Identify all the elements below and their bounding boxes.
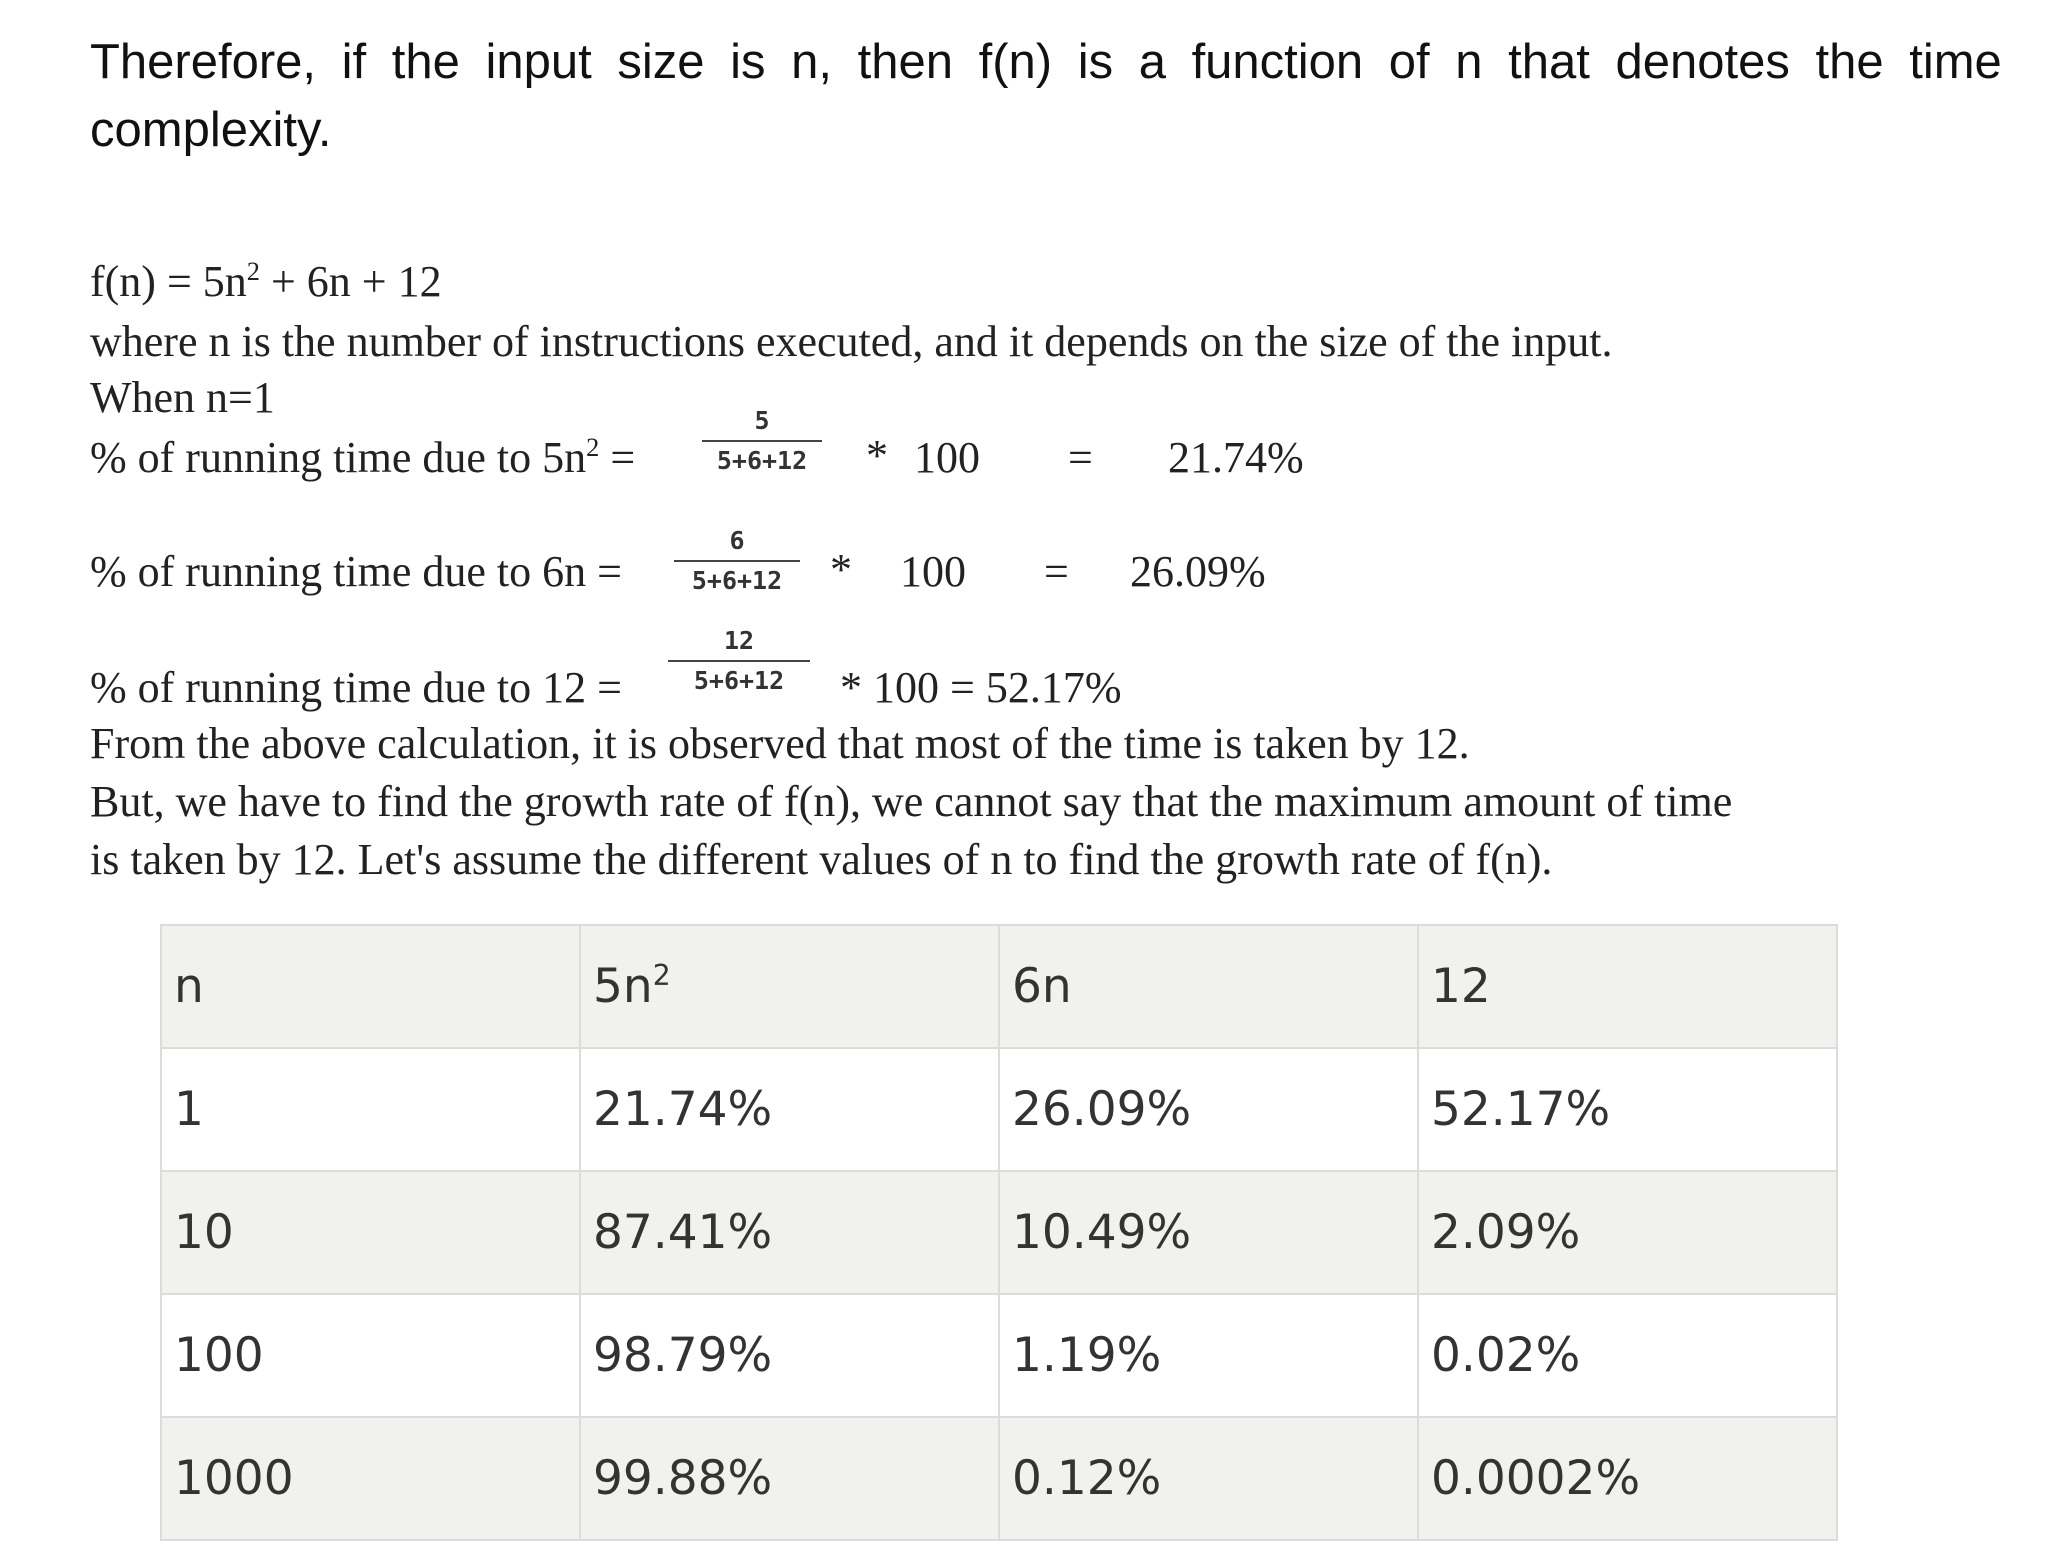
table-cell: 2.09% (1418, 1171, 1837, 1294)
intro-paragraph (90, 28, 2048, 164)
calc3-numerator: 12 (723, 626, 755, 655)
calc2-fraction (674, 524, 800, 596)
table-header-cell: n (161, 925, 580, 1048)
calc1-fraction (702, 404, 822, 476)
when-text: When n=1 (90, 373, 275, 422)
table-cell: 87.41% (580, 1171, 999, 1294)
calc1-times: * (866, 431, 888, 480)
calc2-fraction-bar (674, 560, 800, 562)
calc3-denominator: 5+6+12 (693, 666, 785, 695)
calc3-fraction (668, 624, 810, 696)
calc1-result: 21.74% (1168, 433, 1304, 482)
table-header-cell: 12 (1418, 925, 1837, 1048)
calc1-label-prefix: % of running time due to 5n (90, 433, 587, 482)
calc3-label: % of running time due to 12 = (90, 663, 622, 712)
calc2-label: % of running time due to 6n = (90, 547, 622, 596)
table-header-cell (580, 925, 999, 1048)
formula-prefix: f(n) = 5n (90, 257, 247, 306)
calc1-label-eq: = (599, 433, 636, 482)
observation-text: From the above calculation, it is observed that most of the time is taken by 12. (90, 719, 1470, 768)
calc2-factor: 100 (900, 547, 966, 596)
calc1-label (90, 432, 635, 483)
calc1-factor: 100 (914, 433, 980, 482)
calc1-label-exponent: 2 (586, 432, 600, 463)
formula-suffix: + 6n + 12 (259, 257, 442, 306)
calc1-equals: = (1068, 433, 1093, 482)
table-cell: 0.0002% (1418, 1417, 1837, 1540)
table-cell: 10 (161, 1171, 580, 1294)
calc3-tail: * 100 = 52.17% (840, 663, 1122, 712)
table-header-exponent: 2 (652, 959, 671, 993)
table-cell: 52.17% (1418, 1048, 1837, 1171)
calc1-fraction-bar (702, 440, 822, 442)
table-row (161, 1294, 1837, 1417)
table-cell: 0.02% (1418, 1294, 1837, 1417)
table-cell: 98.79% (580, 1294, 999, 1417)
calc2-times: * (830, 545, 852, 594)
table-cell: 0.12% (999, 1417, 1418, 1540)
formula-exponent: 2 (246, 256, 260, 287)
table-cell: 1.19% (999, 1294, 1418, 1417)
growth-text-line-2: is taken by 12. Let's assume the different values of n to find the growth rate of f(n). (90, 835, 1553, 884)
calc2-numerator: 6 (729, 526, 745, 555)
table-cell: 100 (161, 1294, 580, 1417)
calc1-numerator: 5 (754, 406, 770, 435)
table-cell: 1 (161, 1048, 580, 1171)
where-text: where n is the number of instructions executed, and it depends on the size of the input. (90, 317, 1613, 366)
calc3-fraction-bar (668, 660, 810, 662)
growth-rate-table (160, 924, 1838, 1541)
calc2-equals: = (1044, 547, 1069, 596)
table-cell: 26.09% (999, 1048, 1418, 1171)
table-cell: 21.74% (580, 1048, 999, 1171)
calc2-result: 26.09% (1130, 547, 1266, 596)
table-header-row (161, 925, 1837, 1048)
table-cell: 99.88% (580, 1417, 999, 1540)
calc2-denominator: 5+6+12 (691, 566, 783, 595)
table-cell: 1000 (161, 1417, 580, 1540)
formula-line (90, 256, 442, 307)
table-header-text: 5n (593, 959, 653, 1014)
table-row (161, 1048, 1837, 1171)
intro-line-1: Therefore, if the input size is n, then f(n) is a function of n that denotes the time (90, 35, 2002, 89)
table-row (161, 1417, 1837, 1540)
growth-text-line-1: But, we have to find the growth rate of f(n), we cannot say that the maximum amount of time (90, 777, 1733, 826)
table-header-cell: 6n (999, 925, 1418, 1048)
calc1-denominator: 5+6+12 (716, 446, 808, 475)
table-row (161, 1171, 1837, 1294)
intro-line-2: complexity. (90, 103, 332, 157)
table-cell: 10.49% (999, 1171, 1418, 1294)
